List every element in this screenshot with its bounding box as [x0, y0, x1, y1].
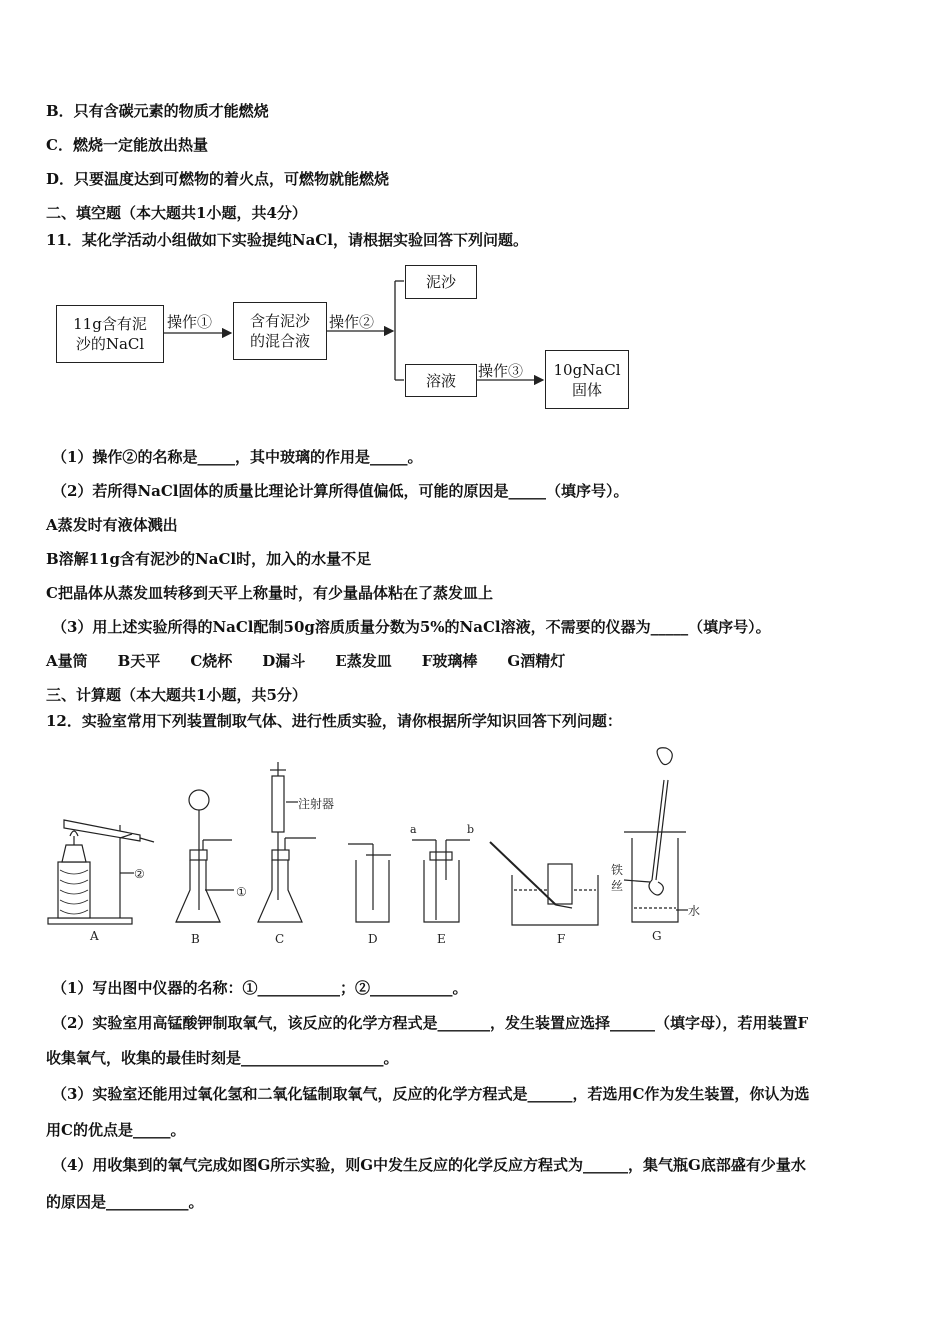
instrument-item: B天平	[117, 652, 161, 670]
label-d: D	[368, 932, 378, 946]
section2-title: 二、填空题（本大题共1小题，共4分）	[46, 204, 307, 222]
apparatus-d	[348, 844, 391, 922]
label-f: F	[557, 932, 566, 946]
q11-option-b: B溶解11g含有泥沙的NaCl时，加入的水量不足	[46, 550, 372, 568]
apparatus-g	[611, 748, 700, 922]
apparatus-c	[258, 762, 334, 922]
option-d: D．只要温度达到可燃物的着火点，可燃物就能燃烧	[46, 170, 390, 188]
instrument-item: F玻璃棒	[421, 652, 478, 670]
syringe-label: 注射器	[298, 797, 335, 811]
option-b: B．只有含碳元素的物质才能燃烧	[46, 102, 269, 120]
q12-part4-line2: 的原因是___________。	[46, 1193, 204, 1211]
q11-part3: （3）用上述实验所得的NaCl配制50g溶质质量分数为5%的NaCl溶液，不需要的仪器为_____（填序号）。	[52, 618, 771, 636]
q11-part1: （1）操作②的名称是_____，其中玻璃的作用是_____。	[52, 448, 423, 466]
q11-stem: 11．某化学活动小组做如下实验提纯NaCl，请根据实验回答下列问题。	[46, 231, 528, 249]
q12-stem: 12．实验室常用下列装置制取气体、进行性质实验，请你根据所学知识回答下列问题：	[46, 712, 622, 730]
port-b-label: b	[467, 823, 475, 836]
flow-box-sand: 泥沙	[405, 265, 477, 299]
instrument-item: D漏斗	[262, 652, 306, 670]
q11-part2: （2）若所得NaCl固体的质量比理论计算所得值偏低，可能的原因是_____（填序号）。	[52, 482, 629, 500]
flow-arrows	[0, 0, 950, 420]
apparatus-e	[410, 823, 474, 922]
apparatus-b	[176, 790, 247, 922]
apparatus-a	[48, 820, 154, 924]
apparatus-f	[490, 842, 598, 925]
q12-part2-line1: （2）实验室用高锰酸钾制取氧气，该反应的化学方程式是_______，发生装置应选择______（填字母），若用装置F	[52, 1014, 809, 1032]
instrument-item: A量筒	[46, 652, 88, 670]
instrument-item: E蒸发皿	[335, 652, 392, 670]
q12-part2-line2: 收集氧气，收集的最佳时刻是___________________。	[46, 1049, 399, 1067]
water-label: 水	[688, 904, 701, 918]
q11-option-c: C把晶体从蒸发皿转移到天平上称量时，有少量晶体粘在了蒸发皿上	[46, 584, 493, 602]
flow-box-product: 10gNaCl 固体	[545, 350, 629, 409]
mark-1: ①	[236, 885, 247, 899]
label-e: E	[437, 932, 446, 946]
apparatus-figure	[0, 740, 950, 955]
option-c: C．燃烧一定能放出热量	[46, 136, 208, 154]
q12-part1: （1）写出图中仪器的名称：①___________；②___________。	[52, 979, 468, 997]
label-b: B	[191, 932, 200, 946]
instrument-item: C烧杯	[190, 652, 233, 670]
instrument-list	[46, 651, 565, 671]
q11-option-a: A蒸发时有液体溅出	[46, 516, 178, 534]
q12-part3-line2: 用C的优点是_____。	[46, 1121, 186, 1139]
label-a: A	[90, 929, 99, 943]
instrument-item: G酒精灯	[507, 652, 566, 670]
flow-box-raw-salt: 11g含有泥 沙的NaCl	[56, 305, 164, 363]
q12-part4-line1: （4）用收集到的氧气完成如图G所示实验，则G中发生反应的化学反应方程式为______，集气瓶G底部盛有少量水	[52, 1156, 806, 1174]
flow-op3-label: 操作③	[478, 362, 524, 380]
section3-title: 三、计算题（本大题共1小题，共5分）	[46, 686, 307, 704]
label-g: G	[652, 929, 662, 943]
flow-op2-label: 操作②	[329, 313, 375, 331]
q12-part3-line1: （3）实验室还能用过氧化氢和二氧化锰制取氧气，反应的化学方程式是______，若选用C作为发生装置，你认为选	[52, 1085, 810, 1103]
flow-box-solution: 溶液	[405, 364, 477, 397]
flow-op1-label: 操作①	[167, 313, 213, 331]
mark-2: ②	[134, 867, 145, 881]
label-c: C	[275, 932, 285, 946]
iron-label-1: 铁	[611, 863, 624, 877]
port-a-label: a	[410, 823, 417, 836]
iron-label-2: 丝	[611, 879, 624, 893]
flow-box-mixture: 含有泥沙 的混合液	[233, 302, 327, 360]
